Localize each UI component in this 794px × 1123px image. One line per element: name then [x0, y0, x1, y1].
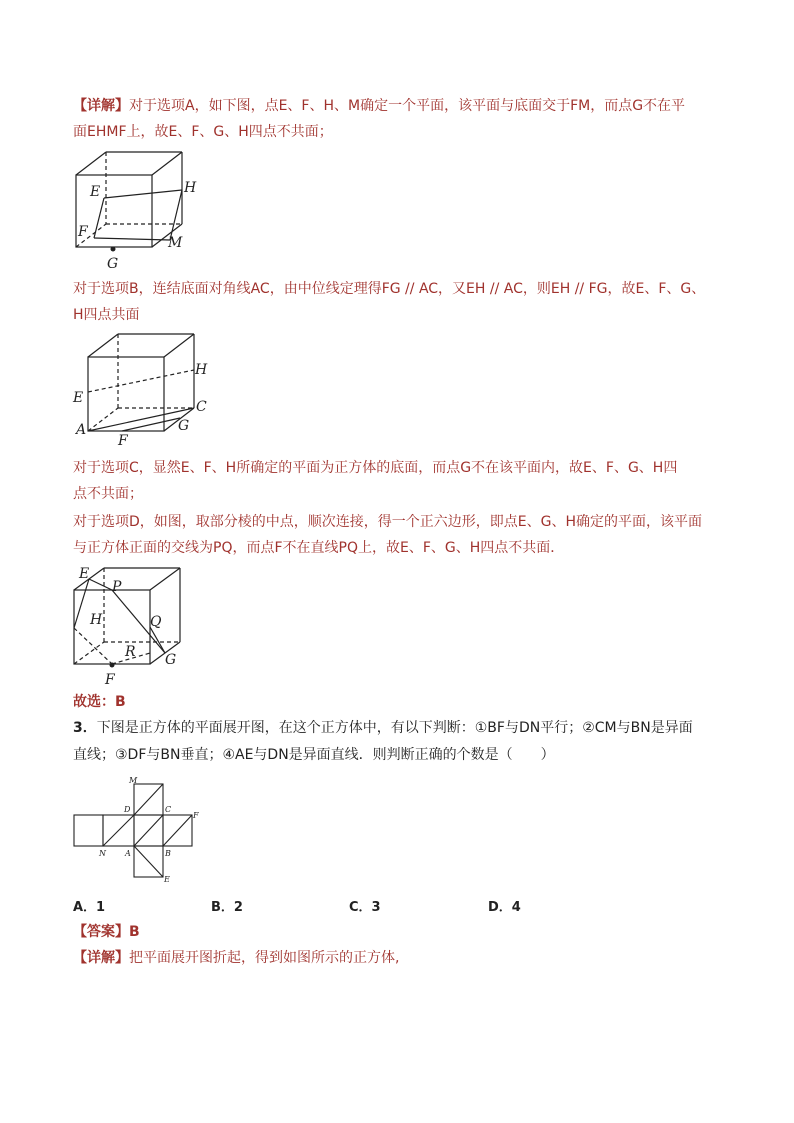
answer-label: 【答案】	[73, 924, 129, 940]
option-c-analysis: 对于选项C，显然E、F、H所确定的平面为正方体的底面，而点G不在该平面内，故E、F、G、H四	[73, 460, 678, 476]
net-label-a: A	[125, 849, 131, 858]
label-g: G	[107, 256, 119, 272]
label-h: H	[184, 180, 197, 196]
question-3-line-1	[73, 718, 733, 738]
net-label-d: D	[124, 805, 131, 814]
label-c: C	[196, 399, 207, 415]
cube-figure-b	[70, 330, 220, 450]
answer-line	[73, 922, 733, 942]
question-text-1: 下图是正方体的平面展开图，在这个正方体中，有以下判断：①BF与DN平行；②CM与BN是异面	[96, 720, 693, 736]
label-e: E	[79, 566, 90, 582]
detail-2-text: 把平面展开图折起，得到如图所示的正方体,	[129, 950, 400, 966]
option-c: C．3	[349, 900, 381, 915]
option-d-analysis-cont: 与正方体正面的交线为PQ，而点F不在直线PQ上，故E、F、G、H四点不共面．	[73, 540, 565, 556]
label-f: F	[105, 672, 115, 686]
detail-line-1	[73, 96, 733, 116]
option-b: B．2	[211, 900, 243, 915]
option-d: D．4	[488, 900, 521, 915]
net-label-b: B	[165, 849, 171, 858]
choose-answer: 故选：B	[73, 694, 126, 710]
detail-label: 【详解】	[73, 98, 129, 114]
cube-net-figure	[70, 774, 210, 884]
label-m: M	[168, 235, 183, 251]
label-p: P	[112, 579, 122, 595]
label-e: E	[73, 390, 84, 406]
label-f: F	[78, 224, 88, 240]
cube-figure-a	[72, 148, 202, 273]
net-label-f: F	[193, 811, 199, 820]
label-h: H	[90, 612, 103, 628]
net-label-m: M	[129, 776, 138, 785]
label-g: G	[165, 652, 177, 668]
detail-2-label: 【详解】	[73, 950, 129, 966]
question-number: 3．	[73, 720, 97, 736]
option-b-analysis: 对于选项B，连结底面对角线AC，由中位线定理得FG // AC，又EH // AC，则EH // FG，故E、F、G、	[73, 281, 706, 297]
label-a: A	[76, 422, 87, 438]
answer-value: B	[129, 924, 140, 940]
option-a-analysis: 对于选项A，如下图，点E、F、H、M确定一个平面，该平面与底面交于FM，而点G不在平	[129, 98, 686, 114]
option-b-analysis-cont: H四点共面	[73, 307, 140, 323]
question-3-line-2: 直线；③DF与BN垂直；④AE与DN是异面直线．则判断正确的个数是（ ）	[73, 747, 555, 763]
net-label-c: C	[165, 805, 172, 814]
label-h: H	[195, 362, 208, 378]
option-c-analysis-cont: 点不共面；	[73, 486, 143, 502]
cube-figure-d	[70, 564, 190, 686]
option-a-analysis-cont: 面EHMF上，故E、F、G、H四点不共面；	[73, 124, 333, 140]
net-label-n: N	[99, 849, 106, 858]
option-d-analysis: 对于选项D，如图，取部分棱的中点，顺次连接，得一个正六边形，即点E、G、H确定的平面，该平面	[73, 514, 702, 530]
label-g: G	[178, 418, 190, 434]
detail-2-line	[73, 948, 733, 968]
net-label-e: E	[164, 875, 170, 884]
label-r: R	[125, 644, 136, 660]
label-q: Q	[150, 614, 162, 630]
option-a: A．1	[73, 900, 106, 915]
label-e: E	[90, 184, 101, 200]
label-f: F	[118, 433, 128, 449]
